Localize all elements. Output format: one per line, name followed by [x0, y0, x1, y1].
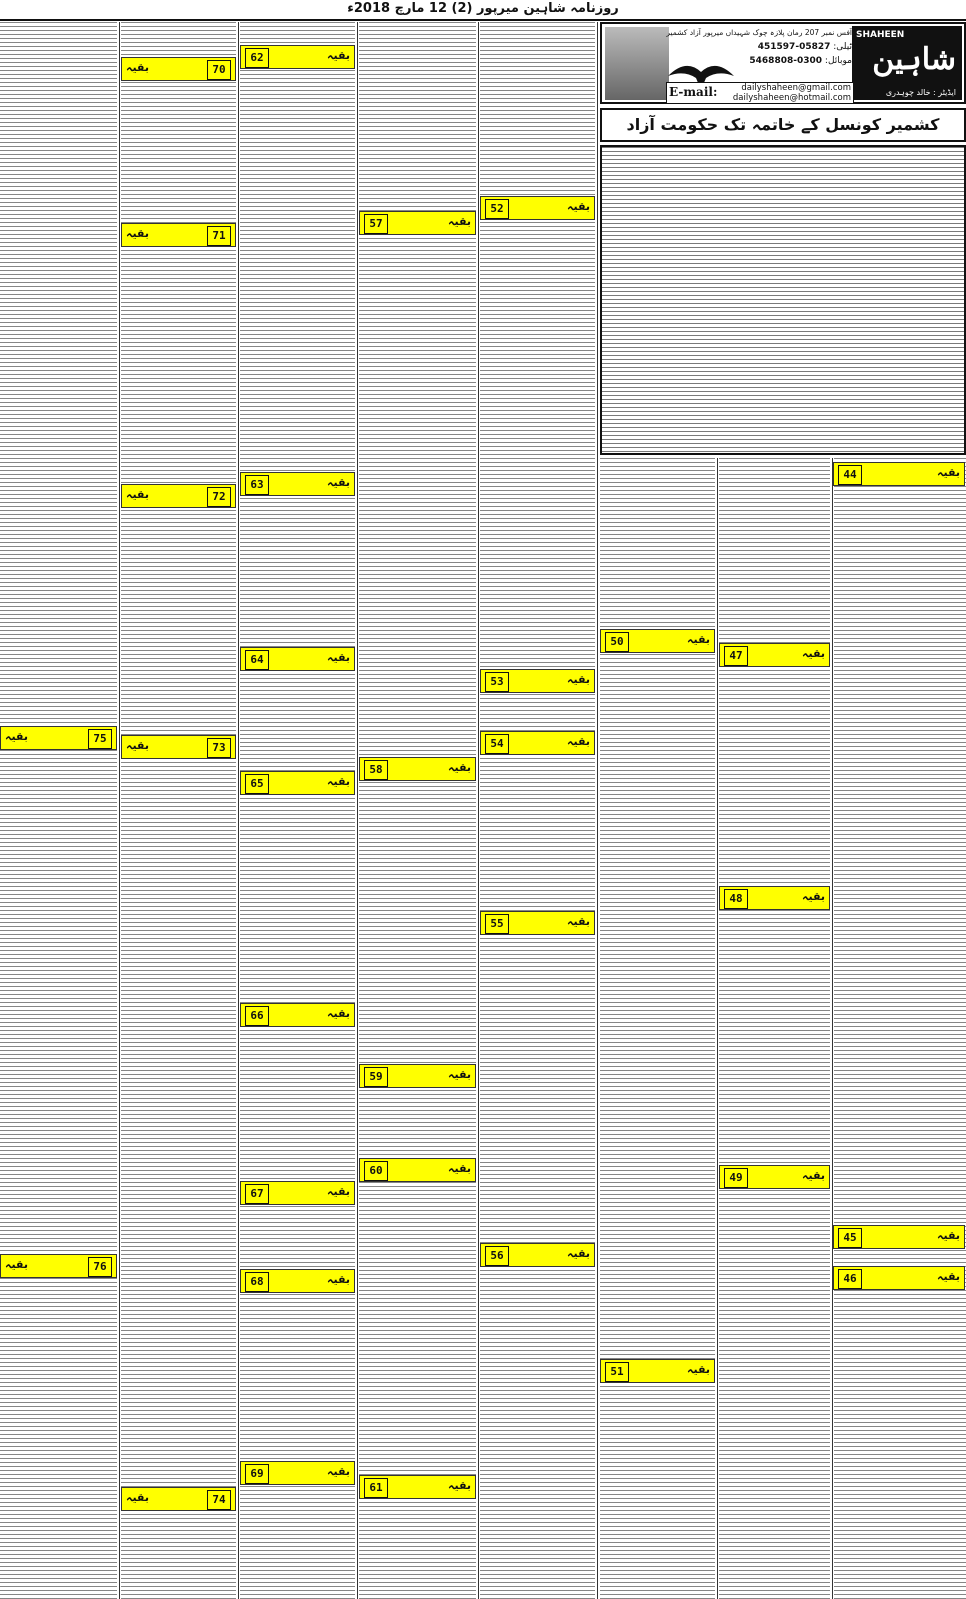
column-text	[719, 458, 830, 1599]
column-text	[0, 22, 117, 1599]
continuation-label: بقیہ	[126, 227, 149, 240]
continuation-header	[600, 629, 715, 653]
continuation-header	[121, 1487, 236, 1511]
continuation-label: بقیہ	[567, 735, 590, 748]
lead-headline: کشمیر کونسل کے خاتمہ تک حکومت آزاد	[600, 108, 966, 142]
continuation-label: بقیہ	[5, 1258, 28, 1271]
continuation-header	[240, 647, 355, 671]
continuation-label: بقیہ	[126, 61, 149, 74]
continuation-header	[719, 886, 830, 910]
continuation-header	[240, 1269, 355, 1293]
continuation-number: 73	[207, 738, 231, 758]
continuation-label: بقیہ	[327, 1007, 350, 1020]
column-divider	[717, 458, 718, 1599]
column-text	[359, 22, 476, 1599]
continuation-header	[719, 1165, 830, 1189]
continuation-label: بقیہ	[448, 761, 471, 774]
continuation-number: 51	[605, 1362, 629, 1382]
lead-article	[600, 145, 966, 455]
continuation-header	[833, 1225, 965, 1249]
continuation-number: 59	[364, 1067, 388, 1087]
continuation-label: بقیہ	[802, 1169, 825, 1182]
continuation-number: 71	[207, 226, 231, 246]
continuation-label: بقیہ	[126, 488, 149, 501]
mobile-label: موبائل:	[824, 56, 852, 66]
monument-photo	[605, 27, 669, 100]
continuation-label: بقیہ	[327, 1465, 350, 1478]
continuation-number: 76	[88, 1257, 112, 1277]
continuation-header	[359, 1064, 476, 1088]
continuation-number: 67	[245, 1184, 269, 1204]
continuation-number: 55	[485, 914, 509, 934]
continuation-number: 53	[485, 672, 509, 692]
page-dateline: روزنامہ شاہین میرپور (2) 12 مارچ 2018ء	[347, 1, 619, 16]
continuation-header	[480, 1243, 595, 1267]
continuation-label: بقیہ	[327, 651, 350, 664]
continuation-label: بقیہ	[937, 466, 960, 479]
continuation-number: 57	[364, 214, 388, 234]
continuation-label: بقیہ	[802, 647, 825, 660]
logo-english: SHAHEEN	[856, 30, 905, 40]
column-text	[240, 22, 355, 1599]
continuation-label: بقیہ	[448, 1479, 471, 1492]
continuation-label: بقیہ	[448, 215, 471, 228]
continuation-label: بقیہ	[687, 1363, 710, 1376]
continuation-label: بقیہ	[567, 1247, 590, 1260]
continuation-header	[121, 484, 236, 508]
article-text	[602, 147, 964, 453]
column-8	[834, 458, 966, 1599]
continuation-number: 47	[724, 646, 748, 666]
continuation-label: بقیہ	[687, 633, 710, 646]
continuation-header	[719, 643, 830, 667]
continuation-number: 54	[485, 734, 509, 754]
continuation-number: 56	[485, 1246, 509, 1266]
continuation-label: بقیہ	[327, 775, 350, 788]
email-label: E-mail:	[669, 85, 718, 99]
continuation-header	[359, 757, 476, 781]
continuation-header	[480, 669, 595, 693]
continuation-label: بقیہ	[937, 1270, 960, 1283]
continuation-header	[0, 726, 117, 750]
continuation-label: بقیہ	[5, 730, 28, 743]
continuation-number: 46	[838, 1269, 862, 1289]
continuation-number: 68	[245, 1272, 269, 1292]
continuation-header	[833, 1266, 965, 1290]
continuation-header	[600, 1359, 715, 1383]
column-5	[480, 22, 595, 1599]
continuation-number: 45	[838, 1228, 862, 1248]
continuation-number: 75	[88, 729, 112, 749]
column-4	[359, 22, 476, 1599]
continuation-label: بقیہ	[802, 890, 825, 903]
continuation-label: بقیہ	[327, 1273, 350, 1286]
continuation-header	[480, 911, 595, 935]
continuation-header	[0, 1254, 117, 1278]
continuation-label: بقیہ	[327, 476, 350, 489]
column-text	[480, 22, 595, 1599]
continuation-label: بقیہ	[937, 1229, 960, 1242]
continuation-number: 61	[364, 1478, 388, 1498]
continuation-header	[240, 1181, 355, 1205]
continuation-number: 74	[207, 1490, 231, 1510]
column-divider	[357, 22, 358, 1599]
mobile-number: 0300-5468808	[749, 56, 823, 66]
office-address: آفس نمبر 207 رمان پلازہ چوک شہیداں میرپور آزاد کشمیر	[666, 28, 852, 37]
continuation-number: 66	[245, 1006, 269, 1026]
continuation-header	[240, 1003, 355, 1027]
continuation-header	[359, 211, 476, 235]
continuation-header	[121, 735, 236, 759]
continuation-header	[833, 462, 965, 486]
column-divider	[478, 22, 479, 1599]
column-divider	[597, 22, 598, 1599]
continuation-number: 58	[364, 760, 388, 780]
email-address-2[interactable]: dailyshaheen@hotmail.com	[732, 93, 851, 103]
continuation-header	[240, 45, 355, 69]
continuation-header	[240, 1461, 355, 1485]
continuation-label: بقیہ	[567, 673, 590, 686]
continuation-number: 50	[605, 632, 629, 652]
continuation-label: بقیہ	[327, 49, 350, 62]
column-1	[0, 22, 117, 1599]
continuation-header	[480, 196, 595, 220]
masthead-rule	[0, 19, 966, 21]
logo-urdu: شاہین	[872, 42, 956, 77]
continuation-label: بقیہ	[567, 200, 590, 213]
newspaper-logo	[852, 26, 962, 100]
continuation-header	[359, 1158, 476, 1182]
continuation-header	[121, 57, 236, 81]
continuation-number: 65	[245, 774, 269, 794]
email-address-1[interactable]: dailyshaheen@gmail.com	[741, 83, 851, 93]
continuation-number: 64	[245, 650, 269, 670]
column-text	[121, 22, 236, 1599]
continuation-number: 44	[838, 465, 862, 485]
continuation-label: بقیہ	[126, 739, 149, 752]
continuation-number: 63	[245, 475, 269, 495]
continuation-label: بقیہ	[448, 1162, 471, 1175]
email-box	[666, 82, 854, 104]
continuation-number: 69	[245, 1464, 269, 1484]
column-text	[834, 458, 966, 1599]
continuation-number: 52	[485, 199, 509, 219]
continuation-number: 62	[245, 48, 269, 68]
phone-number: 05827-451597	[757, 42, 831, 52]
column-7	[719, 458, 830, 1599]
continuation-number: 49	[724, 1168, 748, 1188]
continuation-number: 48	[724, 889, 748, 909]
continuation-header	[121, 223, 236, 247]
column-divider	[119, 22, 120, 1599]
continuation-label: بقیہ	[567, 915, 590, 928]
continuation-header	[240, 771, 355, 795]
continuation-header	[240, 472, 355, 496]
continuation-header	[359, 1475, 476, 1499]
continuation-number: 70	[207, 60, 231, 80]
column-divider	[832, 458, 833, 1599]
continuation-number: 72	[207, 487, 231, 507]
continuation-header	[480, 731, 595, 755]
masthead-brand-box	[600, 22, 966, 104]
continuation-label: بقیہ	[126, 1491, 149, 1504]
column-divider	[238, 22, 239, 1599]
logo-editor-line: ایڈیٹر : خالد چوہدری	[885, 88, 956, 97]
column-3	[240, 22, 355, 1599]
continuation-label: بقیہ	[327, 1185, 350, 1198]
phone-label: ٹیلی:	[833, 42, 852, 52]
column-2	[121, 22, 236, 1599]
continuation-label: بقیہ	[448, 1068, 471, 1081]
continuation-number: 60	[364, 1161, 388, 1181]
